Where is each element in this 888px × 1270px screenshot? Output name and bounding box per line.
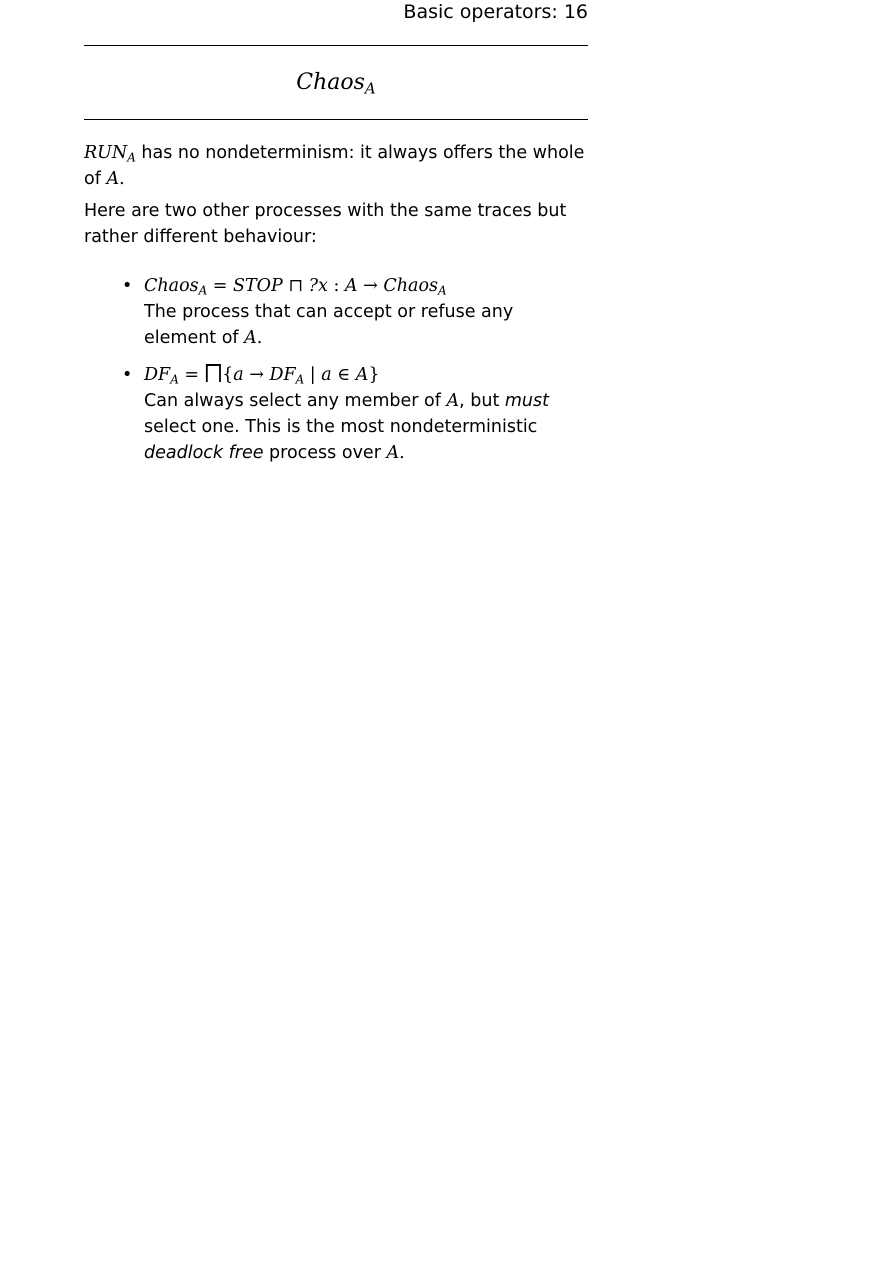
list-item-df [144, 362, 590, 466]
slide-title [84, 68, 588, 98]
paragraph-run [84, 140, 588, 192]
formula-var2: a [321, 365, 332, 385]
formula-eq: = [207, 276, 234, 296]
title-main: Chaos [296, 70, 365, 95]
bullet-marker: • [122, 365, 133, 385]
formula-stop: STOP [233, 276, 283, 296]
formula-op: ⊓ [282, 276, 309, 296]
formula-var: a [233, 365, 244, 385]
formula-bar: | [304, 365, 322, 385]
formula-close-brace: } [368, 365, 380, 385]
chaos-desc-end: . [256, 328, 263, 348]
chaos-description [144, 299, 590, 351]
formula-op: ⨅ [204, 361, 223, 386]
list-item-chaos [144, 273, 590, 351]
formula-rhs-sub: A [295, 372, 305, 387]
formula-set: A [344, 276, 358, 296]
running-header: Basic operators: 16 [403, 1, 588, 23]
run-text: has no nondeterminism: it always offers the whole of [84, 143, 585, 189]
bullet-marker: • [122, 276, 133, 296]
df-desc-emph: deadlock free [144, 443, 264, 463]
formula-rhs-sub: A [437, 283, 447, 298]
paragraph-intro: Here are two other processes with the same traces but rather different behaviour: [84, 201, 567, 247]
top-rule [84, 45, 588, 46]
formula-input: ?x [308, 276, 328, 296]
df-desc-part2: , but [459, 391, 505, 411]
formula-lhs-sub: A [198, 283, 208, 298]
df-desc-must: must [504, 391, 549, 411]
df-formula [144, 362, 590, 388]
formula-arrow: → [243, 365, 270, 385]
run-subscript: A [127, 150, 136, 165]
formula-arrow: → [357, 276, 384, 296]
formula-open-brace: { [222, 365, 234, 385]
formula-lhs-sub: A [170, 372, 179, 387]
formula-rhs: DF [269, 365, 296, 385]
formula-lhs: Chaos [144, 276, 199, 296]
title-subscript: A [364, 79, 376, 98]
df-description [144, 388, 590, 466]
chaos-desc-text: The process that can accept or refuse any element of [144, 302, 514, 348]
df-desc-set2: A [386, 443, 400, 463]
df-desc-part1: Can always select any member of [144, 391, 447, 411]
run-process: RUN [84, 143, 128, 163]
formula-set: A [355, 365, 369, 385]
df-desc-set1: A [446, 391, 460, 411]
formula-colon: : [327, 276, 345, 296]
formula-in: ∈ [331, 365, 356, 385]
formula-lhs: DF [144, 365, 171, 385]
run-end: . [119, 169, 125, 189]
run-set: A [106, 169, 120, 189]
chaos-desc-set: A [244, 328, 257, 348]
chaos-formula [144, 273, 590, 299]
formula-eq: = [178, 365, 205, 385]
formula-rhs: Chaos [383, 276, 438, 296]
df-desc-part3: select one. This is the most nondeterministic [144, 417, 538, 437]
bottom-rule [84, 119, 588, 120]
df-desc-end: . [399, 443, 405, 463]
df-desc-part4: process over [263, 443, 387, 463]
